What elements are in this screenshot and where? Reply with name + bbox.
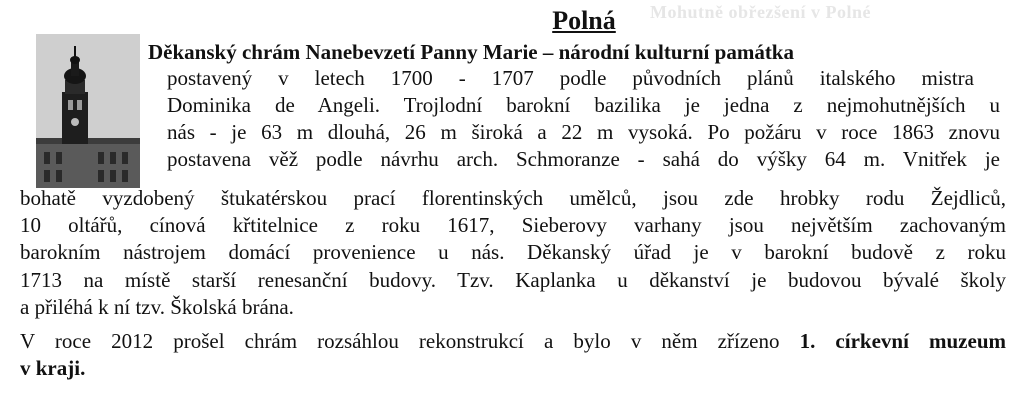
paragraph-line: 1713 na místě starší renesanční budovy. Tzv. Kaplanka u děkanství je budovou bývalé školy (20, 268, 1006, 292)
closing-bold-continuation: v kraji. (20, 356, 86, 380)
paragraph-line: postavena věž podle návrhu arch. Schmoranze - sahá do výšky 64 m. Vnitřek je (167, 147, 1000, 171)
monument-heading: Děkanský chrám Nanebevzetí Panny Marie – národní kulturní památka (148, 40, 794, 64)
paragraph-line: bohatě vyzdobený štukatérskou prací florentinských umělců, jsou zde hrobky rodu Žejdliců, (20, 186, 1006, 210)
paragraph-line: nás - je 63 m dlouhá, 26 m široká a 22 m vysoká. Po požáru v roce 1863 znovu (167, 120, 1000, 144)
closing-text: V roce 2012 prošel chrám rozsáhlou rekonstrukcí a bylo v něm zřízeno (20, 329, 780, 353)
page-title: Polná (552, 6, 616, 35)
church-tower-photo (36, 34, 140, 188)
faded-background-heading: Mohutně obřezšení v Polné (650, 2, 871, 22)
paragraph-line: Dominika de Angeli. Trojlodní barokní bazilika je jedna z nejmohutnějších u (167, 93, 1000, 117)
church-tower-illustration (36, 34, 140, 188)
paragraph-line: 10 oltářů, cínová křtitelnice z roku 1617, Sieberovy varhany jsou největším zachovaným (20, 213, 1006, 237)
paragraph-line: postavený v letech 1700 - 1707 podle původních plánů italského mistra (167, 66, 974, 90)
paragraph-line: a přiléhá k ní tzv. Školská brána. (20, 295, 294, 319)
paragraph-line: barokním nástrojem domácí provenience u nás. Děkanský úřad je v barokní budově z roku (20, 240, 1006, 264)
closing-line (20, 329, 1006, 354)
closing-bold-highlight: 1. církevní muzeum (799, 329, 1006, 353)
